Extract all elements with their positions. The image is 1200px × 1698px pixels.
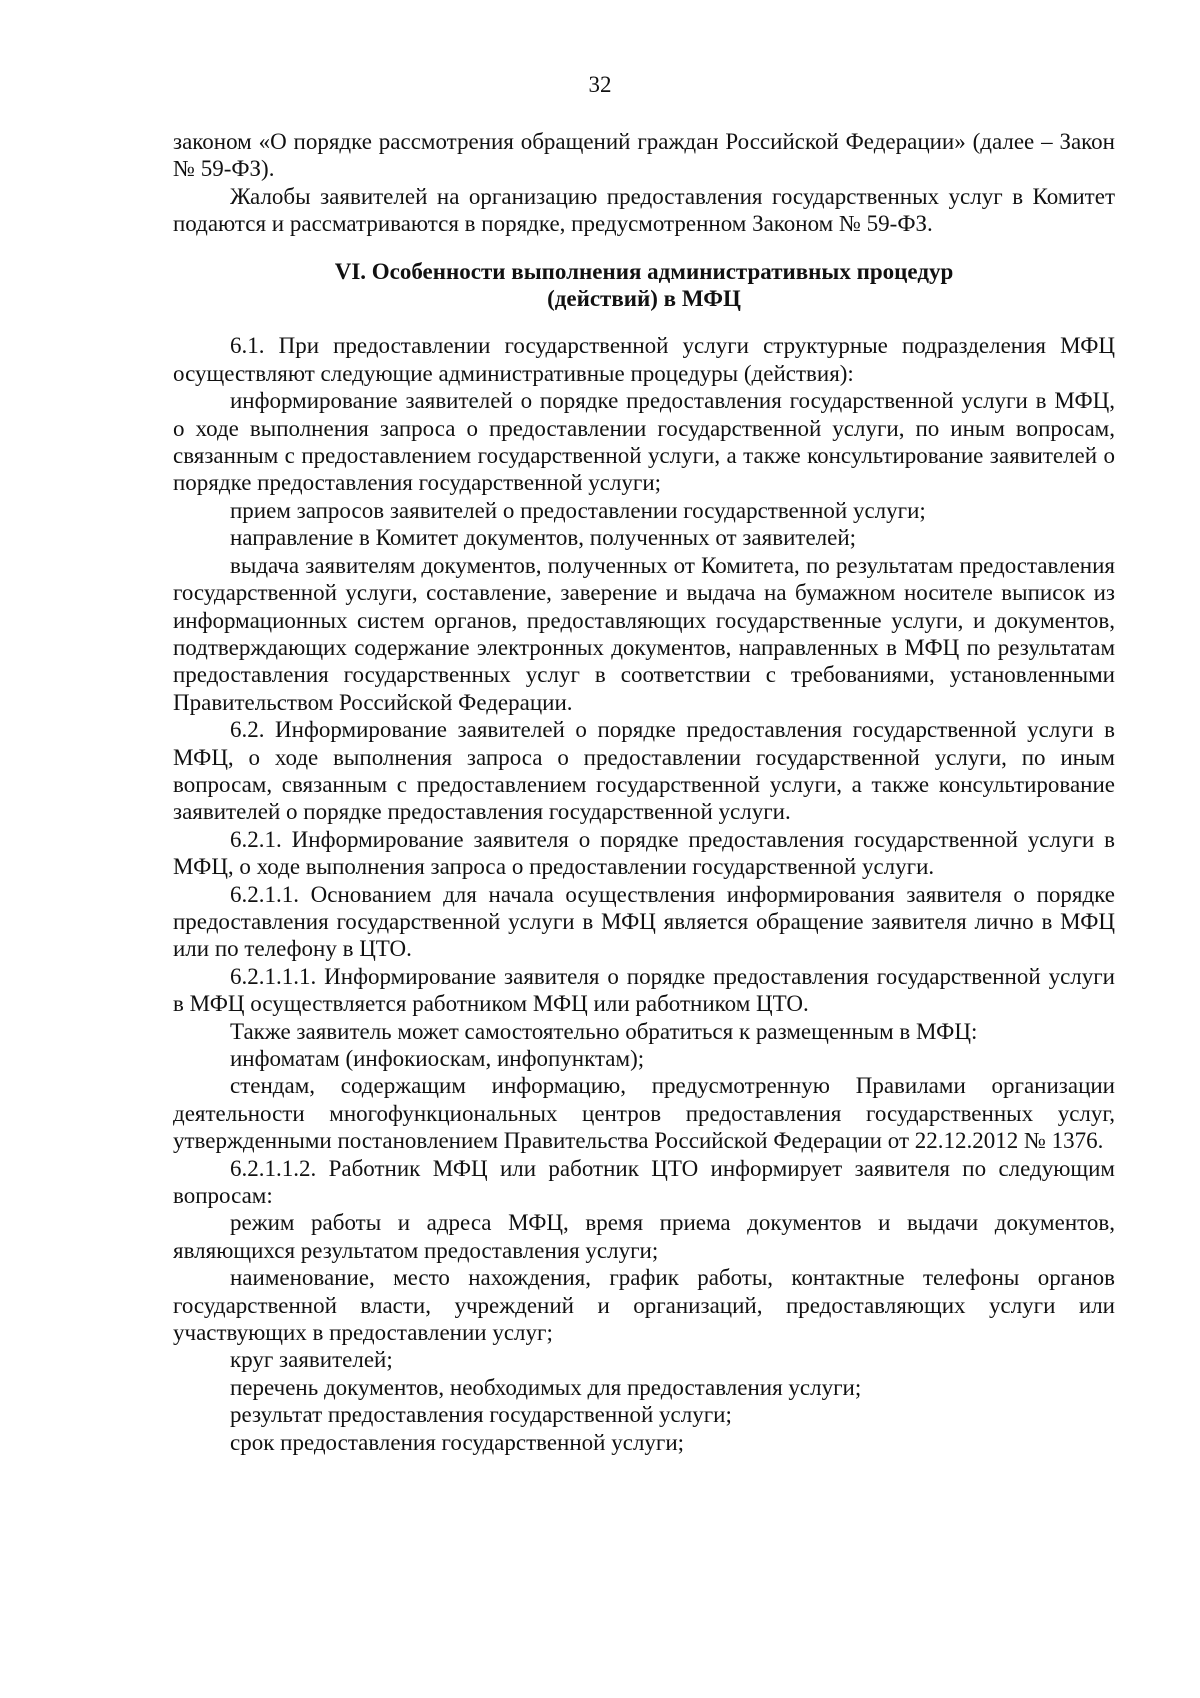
page-number: 32 — [588, 72, 612, 97]
paragraph: выдача заявителям документов, полученных от Комитета, по результатам предоставления государственной услуги, составление, заверение и выдача на бумажном носителе выписок из информационных систем органов, предоставляющих государственные услуги, и документов, подтверждающих содержание электронных документов, направленных в МФЦ по результатам предоставления государственных услуг в соответствии с требованиями, установленными Правительством Российской Федерации. — [173, 552, 1115, 715]
paragraph: круг заявителей; — [230, 1347, 393, 1373]
paragraph: 6.2.1. Информирование заявителя о порядке предоставления государственной услуги в МФЦ, о ходе выполнения запроса о предоставлении государственной услуги. — [173, 826, 1115, 880]
paragraph: инфоматам (инфокиоскам, инфопунктам); — [230, 1046, 645, 1071]
paragraph: перечень документов, необходимых для предоставления услуги; — [230, 1374, 862, 1400]
paragraph: 6.2. Информирование заявителей о порядке предоставления государственной услуги в МФЦ, о ходе выполнения запроса о предоставлении государственной услуги, по иным вопросам, связанным с предоставлением государственной услуги, а также консультирование заявителей о порядке предоставления государственной услуги. — [173, 717, 1115, 825]
section-heading — [173, 258, 1115, 313]
document-body — [173, 128, 1115, 1456]
paragraph: информирование заявителей о порядке предоставления государственной услуги в МФЦ, о ходе выполнения запроса о предоставлении государственной услуги, по иным вопросам, связанным с предоставлением государственной услуги, а также консультирование заявителей о порядке предоставления государственной услуги; — [173, 388, 1115, 496]
paragraph: 6.2.1.1. Основанием для начала осуществления информирования заявителя о порядке предоставления государственной услуги в МФЦ является обращение заявителя лично в МФЦ или по телефону в ЦТО. — [173, 881, 1115, 962]
section-heading-line: (действий) в МФЦ — [547, 286, 741, 312]
paragraph: законом «О порядке рассмотрения обращений граждан Российской Федерации» (далее – Закон № 59-ФЗ). — [173, 129, 1115, 182]
paragraph: результат предоставления государственной услуги; — [230, 1402, 732, 1428]
paragraph: стендам, содержащим информацию, предусмотренную Правилами организации деятельности многофункциональных центров предоставления государственных услуг, утвержденными постановлением Правительства Российской Федерации от 22.12.2012 № 1376. — [173, 1073, 1115, 1154]
paragraph: 6.2.1.1.2. Работник МФЦ или работник ЦТО информирует заявителя по следующим вопросам: — [173, 1155, 1115, 1209]
paragraph: наименование, место нахождения, график работы, контактные телефоны органов государственной власти, учреждений и организаций, предоставляющих услуги или участвующих в предоставлении услуг; — [173, 1265, 1115, 1346]
paragraph: срок предоставления государственной услуги; — [230, 1429, 685, 1455]
paragraph: прием запросов заявителей о предоставлении государственной услуги; — [230, 497, 926, 523]
paragraph: 6.1. При предоставлении государственной услуги структурные подразделения МФЦ осуществляют следующие административные процедуры (действия): — [173, 333, 1115, 386]
paragraph: 6.2.1.1.1. Информирование заявителя о порядке предоставления государственной услуги в МФЦ осуществляется работником МФЦ или работником ЦТО. — [173, 963, 1115, 1017]
paragraph: направление в Комитет документов, полученных от заявителей; — [230, 525, 857, 551]
paragraph: Жалобы заявителей на организацию предоставления государственных услуг в Комитет подаются и рассматриваются в порядке, предусмотренном Законом № 59-ФЗ. — [173, 183, 1115, 237]
paragraph: Также заявитель может самостоятельно обратиться к размещенным в МФЦ: — [230, 1018, 978, 1044]
paragraph: режим работы и адреса МФЦ, время приема документов и выдачи документов, являющихся результатом предоставления услуги; — [173, 1210, 1115, 1263]
section-heading-line: VI. Особенности выполнения административных процедур — [334, 258, 954, 284]
